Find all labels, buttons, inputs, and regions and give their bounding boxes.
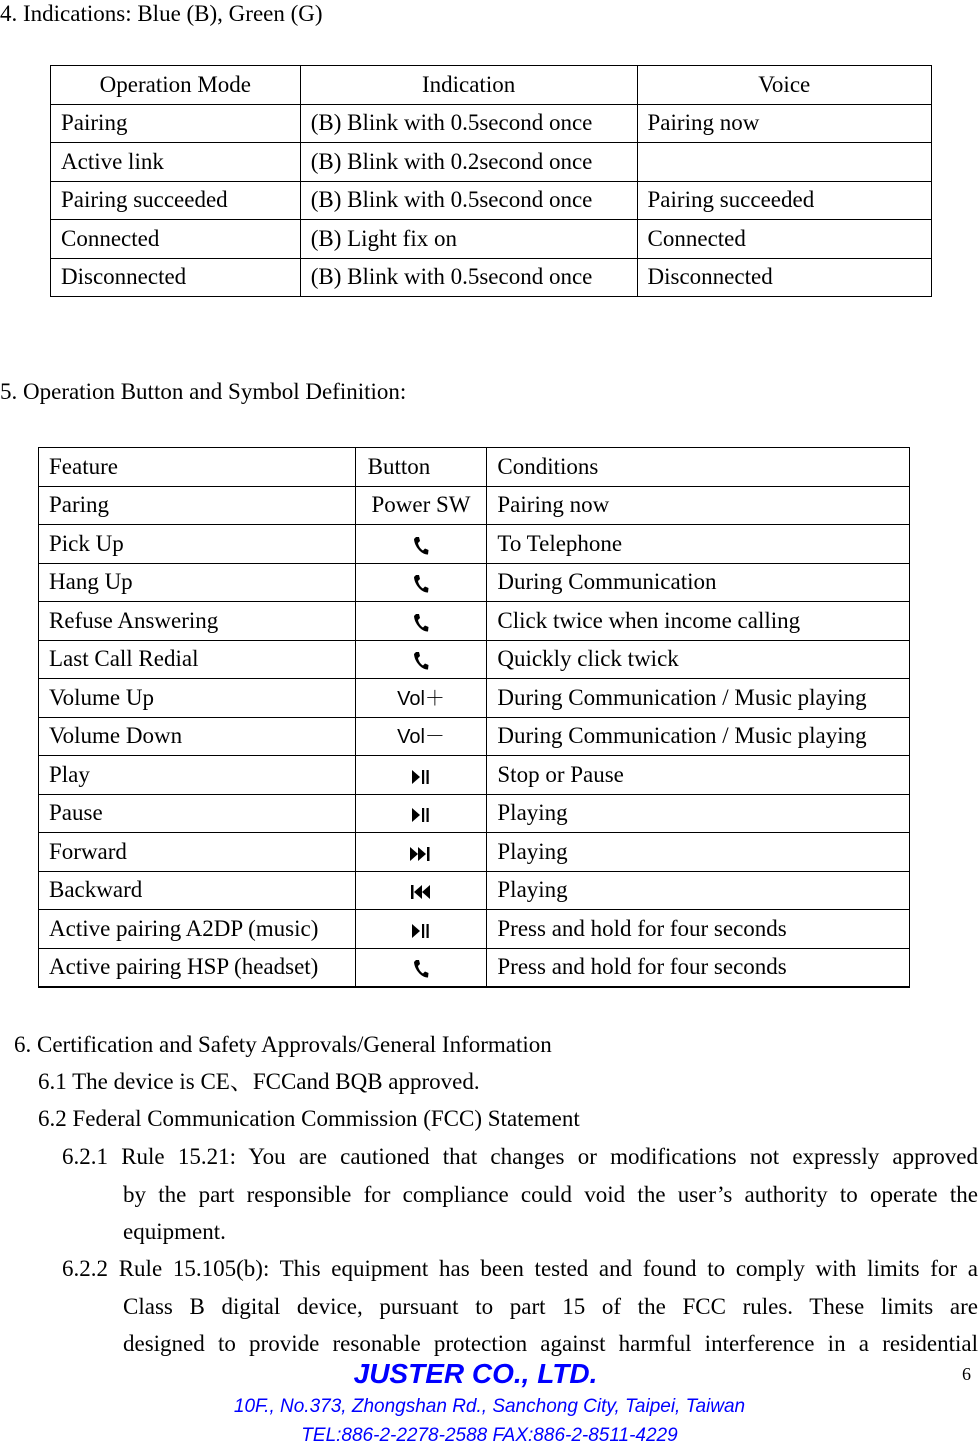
feature-cell: Forward [39,833,356,872]
backward-icon [409,877,433,902]
button-cell [355,525,487,564]
section4-heading: 4. Indications: Blue (B), Green (G) [0,1,323,26]
volume-down-icon: Vol－ [397,726,445,749]
table-cell: Pairing [51,104,301,143]
table-row [51,220,932,259]
page-number: 6 [962,1364,971,1384]
button-cell [355,640,487,679]
volume-up-icon: Vol＋ [397,687,445,710]
conditions-cell: During Communication / Music playing [487,679,910,718]
table-header-row [51,66,932,105]
button-cell [355,486,487,525]
table-row [39,640,910,679]
section5-heading: 5. Operation Button and Symbol Definition: [0,379,407,404]
feature-cell: Pause [39,794,356,833]
header-cell: Voice [637,66,931,105]
table-cell: Active link [51,143,301,182]
button-cell [355,794,487,833]
conditions-cell: Stop or Pause [487,756,910,795]
table-row [51,258,932,297]
rule-15-21-line3: equipment. [123,1219,226,1244]
conditions-cell: During Communication [487,563,910,602]
table-cell: (B) Blink with 0.5second once [300,181,637,220]
header-cell: Conditions [487,448,910,487]
conditions-cell: Playing [487,794,910,833]
phone-icon [413,608,429,633]
table-row [39,525,910,564]
feature-cell: Backward [39,871,356,910]
indications-table [50,65,932,297]
table-cell: Connected [637,220,931,259]
feature-cell: Volume Up [39,679,356,718]
header-cell: Indication [300,66,637,105]
table-cell: (B) Light fix on [300,220,637,259]
phone-icon [413,569,429,594]
button-cell [355,833,487,872]
rule-15-21-line2: by the part responsible for compliance could void the user’s authority to operate the [123,1182,978,1207]
table-row [39,486,910,525]
rule-15-21-line1: 6.2.1 Rule 15.21: You are cautioned that changes or modifications not expressly approved [62,1144,978,1169]
footer-company: JUSTER CO., LTD. [353,1358,598,1389]
table-cell: (B) Blink with 0.2second once [300,143,637,182]
play-pause-icon [411,800,431,825]
feature-cell: Hang Up [39,563,356,602]
conditions-cell: To Telephone [487,525,910,564]
feature-cell: Active pairing A2DP (music) [39,910,356,949]
table-header-row [39,448,910,487]
header-cell: Operation Mode [51,66,301,105]
table-row [39,833,910,872]
table-row [39,871,910,910]
section6-2-heading: 6.2 Federal Communication Commission (FCC) Statement [38,1106,580,1131]
table-cell: Disconnected [51,258,301,297]
button-cell [355,871,487,910]
header-cell: Feature [39,448,356,487]
play-pause-icon [411,916,431,941]
table-row [39,679,910,718]
table-row [39,756,910,795]
table-cell: Pairing succeeded [637,181,931,220]
table-row [51,181,932,220]
feature-cell: Refuse Answering [39,602,356,641]
table-cell: (B) Blink with 0.5second once [300,258,637,297]
button-cell [355,948,487,987]
button-cell [355,756,487,795]
table-row [51,143,932,182]
table-cell: (B) Blink with 0.5second once [300,104,637,143]
play-pause-icon [411,762,431,787]
conditions-cell: During Communication / Music playing [487,717,910,756]
table-row [39,563,910,602]
header-cell: Button [355,448,487,487]
button-cell [355,910,487,949]
table-row [39,602,910,641]
table-row [39,910,910,949]
conditions-cell: Pairing now [487,486,910,525]
table-row [39,717,910,756]
table-row [39,948,910,987]
button-definition-table [38,447,910,988]
table-row [39,794,910,833]
feature-cell: Last Call Redial [39,640,356,679]
table-row [51,104,932,143]
phone-icon [413,646,429,671]
table-cell: Pairing succeeded [51,181,301,220]
conditions-cell: Press and hold for four seconds [487,910,910,949]
forward-icon [409,839,433,864]
phone-icon [413,531,429,556]
table-cell: Connected [51,220,301,259]
button-cell [355,563,487,602]
button-cell [355,717,487,756]
rule-15-105-line2: Class B digital device, pursuant to part 15 of the FCC rules. These limits are [123,1294,978,1319]
button-label: Power SW [371,492,471,518]
table-cell [637,143,931,182]
feature-cell: Volume Down [39,717,356,756]
rule-15-105-line3: designed to provide resonable protection against harmful interference in a residential [123,1331,978,1356]
feature-cell: Pick Up [39,525,356,564]
feature-cell: Active pairing HSP (headset) [39,948,356,987]
rule-15-105-line1: 6.2.2 Rule 15.105(b): This equipment has been tested and found to comply with limits for a [62,1256,978,1281]
button-cell [355,679,487,718]
section6-heading: 6. Certification and Safety Approvals/General Information [14,1032,552,1057]
button-cell [355,602,487,641]
conditions-cell: Press and hold for four seconds [487,948,910,987]
footer-contact: TEL:886-2-2278-2588 FAX:886-2-8511-4229 [301,1425,678,1446]
section6-1-text: 6.1 The device is CE、FCCand BQB approved. [38,1069,480,1094]
conditions-cell: Playing [487,871,910,910]
conditions-cell: Playing [487,833,910,872]
conditions-cell: Quickly click twick [487,640,910,679]
table-cell: Pairing now [637,104,931,143]
footer-address: 10F., No.373, Zhongshan Rd., Sanchong City, Taipei, Taiwan [233,1396,746,1417]
conditions-cell: Click twice when income calling [487,602,910,641]
table-cell: Disconnected [637,258,931,297]
phone-icon [413,954,429,979]
feature-cell: Play [39,756,356,795]
feature-cell: Paring [39,486,356,525]
